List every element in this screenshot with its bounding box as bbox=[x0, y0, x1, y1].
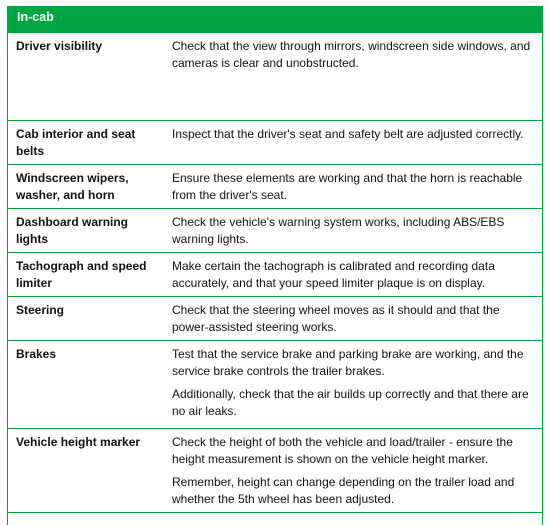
row-description bbox=[163, 297, 542, 340]
row-description-text: Ensure these elements are working and that the horn is reachable from the driver's seat. bbox=[172, 171, 523, 202]
row-description-text: Make certain the tachograph is calibrated and recording data accurately, and that your speed limiter plaque is on display. bbox=[172, 259, 495, 290]
row-description-text: Test that the service brake and parking brake are working, and the service brake controls the trailer brakes. bbox=[172, 347, 524, 378]
row-description bbox=[163, 429, 542, 512]
row-description-text: Remember, height can change depending on the trailer load and whether the 5th wheel has been adjusted. bbox=[172, 475, 515, 506]
in-cab-checklist-table bbox=[7, 6, 543, 525]
table-row bbox=[8, 341, 542, 429]
row-description-text: Inspect that the driver's seat and safety belt are adjusted correctly. bbox=[172, 127, 524, 141]
row-description bbox=[163, 165, 542, 208]
table-row bbox=[8, 209, 542, 253]
row-label: Brakes bbox=[16, 347, 57, 361]
row-description-text: Additionally, check that the air builds up correctly and that there are no air leaks. bbox=[172, 387, 529, 418]
table-row bbox=[8, 33, 542, 121]
row-label: Tachograph and speed limiter bbox=[16, 259, 147, 290]
table-row bbox=[8, 297, 542, 341]
row-description bbox=[163, 121, 542, 164]
row-description bbox=[163, 253, 542, 296]
table-row bbox=[8, 121, 542, 165]
row-label: Driver visibility bbox=[16, 39, 103, 53]
row-description-text: Check that the steering wheel moves as it should and that the power-assisted steering works. bbox=[172, 303, 500, 334]
row-description-text: Check the vehicle's warning system works, including ABS/EBS warning lights. bbox=[172, 215, 505, 246]
row-description-text: Check that the view through mirrors, windscreen side windows, and cameras is clear and unobstructed. bbox=[172, 39, 531, 70]
table-row bbox=[8, 165, 542, 209]
row-label: Windscreen wipers, washer, and horn bbox=[16, 171, 129, 202]
row-label: Dashboard warning lights bbox=[16, 215, 129, 246]
row-description-text: Check the height of both the vehicle and load/trailer - ensure the height measurement is shown on the vehicle height marker. bbox=[172, 435, 513, 466]
row-description bbox=[163, 341, 542, 428]
table-header: In-cab bbox=[8, 6, 542, 33]
row-label: Cab interior and seat belts bbox=[16, 127, 136, 158]
table-row bbox=[8, 429, 542, 513]
table-row bbox=[8, 253, 542, 297]
row-label: Steering bbox=[16, 303, 65, 317]
row-description bbox=[163, 33, 542, 120]
row-description bbox=[163, 209, 542, 252]
row-label: Vehicle height marker bbox=[16, 435, 141, 449]
table-continuation bbox=[8, 513, 542, 525]
